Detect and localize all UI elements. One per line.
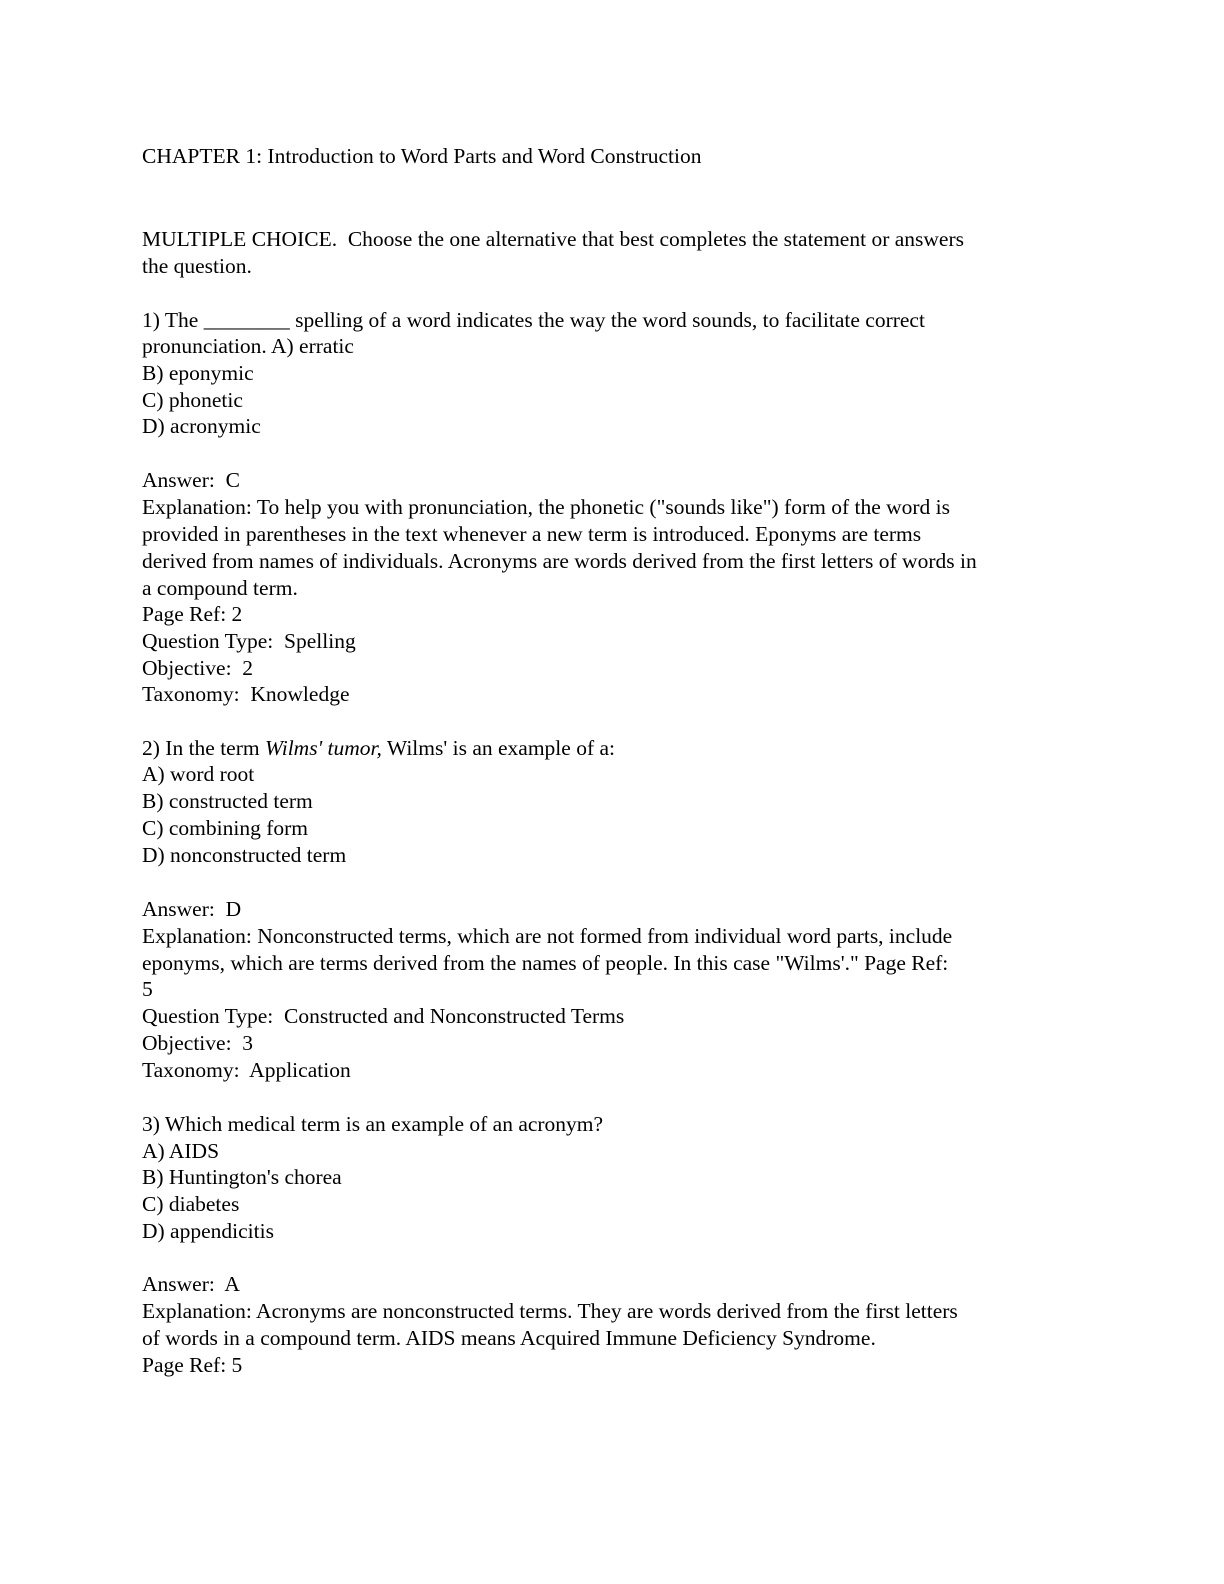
q2-stem-suffix: Wilms' is an example of a: xyxy=(381,736,615,760)
q1-stem-line-1: 1) The ________ spelling of a word indicates the way the word sounds, to facilitate correct xyxy=(142,308,925,332)
q3-option-d: D) appendicitis xyxy=(142,1219,274,1243)
q1-explanation-line-4: a compound term. xyxy=(142,576,298,600)
chapter-title: CHAPTER 1: Introduction to Word Parts and Word Construction xyxy=(142,144,702,168)
q1-explanation-line-3: derived from names of individuals. Acronyms are words derived from the first letters of words in xyxy=(142,549,977,573)
q2-option-d: D) nonconstructed term xyxy=(142,843,347,867)
q2-explanation-line-3: 5 xyxy=(142,977,153,1001)
q1-taxonomy: Taxonomy: Knowledge xyxy=(142,682,350,706)
q1-answer: Answer: C xyxy=(142,468,240,492)
instructions-line-2: the question. xyxy=(142,254,252,278)
q2-objective: Objective: 3 xyxy=(142,1031,254,1055)
q1-explanation-line-2: provided in parentheses in the text whenever a new term is introduced. Eponyms are terms xyxy=(142,522,922,546)
q2-explanation-line-2: eponyms, which are terms derived from the names of people. In this case "Wilms'." Page Ref: xyxy=(142,951,949,975)
q1-explanation-line-1: Explanation: To help you with pronunciation, the phonetic ("sounds like") form of the word is xyxy=(142,495,951,519)
q2-stem-prefix: 2) In the term xyxy=(142,736,265,760)
q3-explanation-line-2: of words in a compound term. AIDS means Acquired Immune Deficiency Syndrome. xyxy=(142,1326,876,1350)
q2-answer: Answer: D xyxy=(142,897,242,921)
q2-option-a: A) word root xyxy=(142,762,255,786)
q2-stem xyxy=(142,735,615,762)
q1-stem-line-2: pronunciation. A) erratic xyxy=(142,334,354,358)
q2-taxonomy: Taxonomy: Application xyxy=(142,1058,351,1082)
q1-objective: Objective: 2 xyxy=(142,656,254,680)
q3-answer: Answer: A xyxy=(142,1272,240,1296)
q1-option-b: B) eponymic xyxy=(142,361,254,385)
q3-explanation-line-1: Explanation: Acronyms are nonconstructed terms. They are words derived from the first letters xyxy=(142,1299,958,1323)
instructions-line-1: MULTIPLE CHOICE. Choose the one alternative that best completes the statement or answers xyxy=(142,227,964,251)
q3-option-c: C) diabetes xyxy=(142,1192,240,1216)
q3-option-b: B) Huntington's chorea xyxy=(142,1165,342,1189)
q2-question-type: Question Type: Constructed and Nonconstructed Terms xyxy=(142,1004,625,1028)
q2-explanation-line-1: Explanation: Nonconstructed terms, which are not formed from individual word parts, include xyxy=(142,924,953,948)
q2-option-b: B) constructed term xyxy=(142,789,313,813)
q1-question-type: Question Type: Spelling xyxy=(142,629,356,653)
q1-page-ref: Page Ref: 2 xyxy=(142,602,243,626)
q1-option-d: D) acronymic xyxy=(142,414,261,438)
q3-page-ref: Page Ref: 5 xyxy=(142,1353,243,1377)
q1-option-c: C) phonetic xyxy=(142,388,243,412)
q2-option-c: C) combining form xyxy=(142,816,309,840)
q3-option-a: A) AIDS xyxy=(142,1139,220,1163)
q2-stem-italic-term: Wilms' tumor, xyxy=(265,736,382,760)
q3-stem: 3) Which medical term is an example of an acronym? xyxy=(142,1112,604,1136)
